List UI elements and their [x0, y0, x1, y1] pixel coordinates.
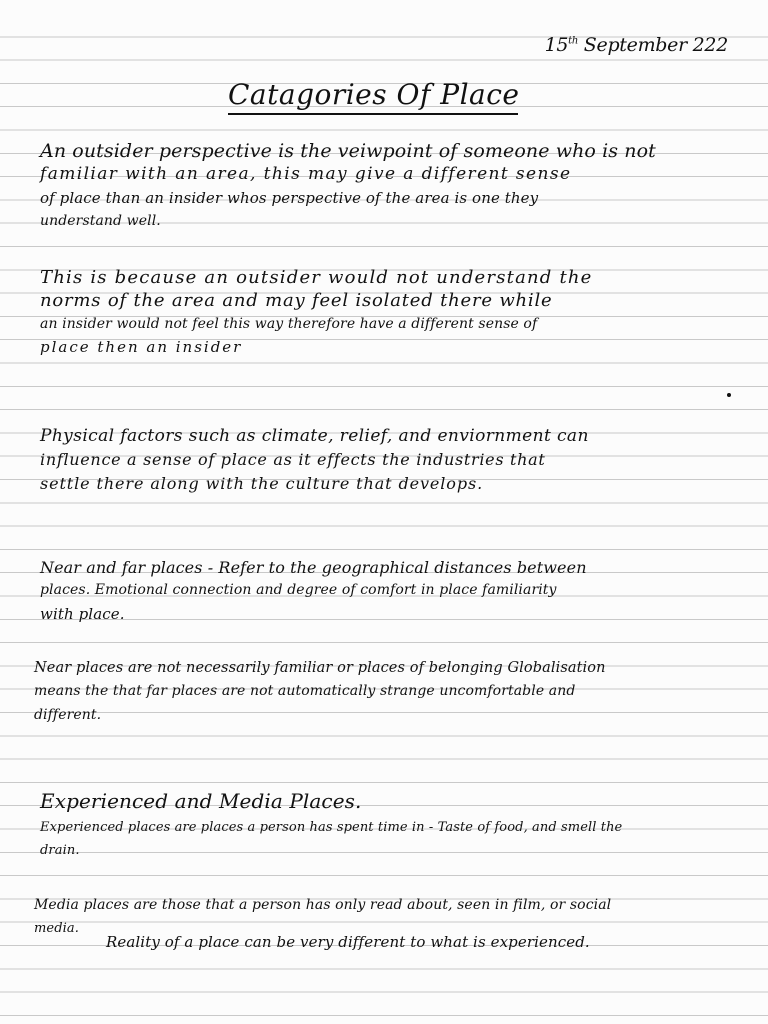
date: [545, 34, 728, 56]
ink-dot: [727, 393, 731, 397]
date-suffix: th: [568, 35, 579, 47]
text-line: Near places are not necessarily familiar or places of belonging Globalisation: [34, 660, 606, 676]
section-experienced-and-media: [40, 786, 730, 863]
text-line: influence a sense of place as it effects the industries that: [40, 450, 546, 470]
text-line: understand well.: [40, 212, 161, 229]
paragraph-media-places: [34, 894, 734, 954]
text-line: media.: [34, 921, 79, 937]
text-line: Media places are those that a person has only read about, seen in film, or social: [34, 897, 612, 913]
text-line: different.: [34, 706, 102, 723]
text-line: with place.: [40, 604, 125, 623]
text-line: settle there along with the culture that develops.: [40, 473, 484, 493]
paragraph-near-places: [34, 657, 734, 727]
text-line: means the that far places are not automatically strange uncomfortable and: [34, 683, 576, 700]
paragraph-physical-factors: [40, 425, 730, 495]
paragraph-insider-difference: [40, 266, 730, 359]
text-line: of place than an insider whos perspective of the area is one they: [40, 188, 539, 207]
text-line: drain.: [40, 843, 80, 859]
paragraph-outsider-perspective: [40, 140, 730, 233]
text-line: This is because an outsider would not understand the: [40, 267, 593, 288]
text-line: Physical factors such as climate, relief, and enviornment can: [40, 426, 589, 446]
date-day: 15: [544, 34, 569, 56]
text-line: places. Emotional connection and degree of comfort in place familiarity: [40, 582, 557, 599]
text-line: An outsider perspective is the veiwpoint of someone who is not: [40, 140, 656, 162]
section-heading: Experienced and Media Places.: [40, 789, 362, 813]
text-line: Near and far places - Refer to the geographical distances between: [40, 558, 587, 577]
text-line: familiar with an area, this may give a different sense: [40, 164, 572, 185]
date-rest: September 222: [583, 34, 728, 56]
text-line: Reality of a place can be very different to what is experienced.: [106, 932, 590, 951]
text-line: place then an insider: [40, 337, 243, 356]
text-line: an insider would not feel this way therefore have a different sense of: [40, 315, 538, 332]
paragraph-near-and-far: [40, 556, 730, 626]
page-title: Catagories Of Place: [228, 78, 518, 115]
text-line: norms of the area and may feel isolated there while: [40, 290, 553, 312]
text-line: Experienced places are places a person has spent time in - Taste of food, and smell the: [40, 820, 623, 835]
